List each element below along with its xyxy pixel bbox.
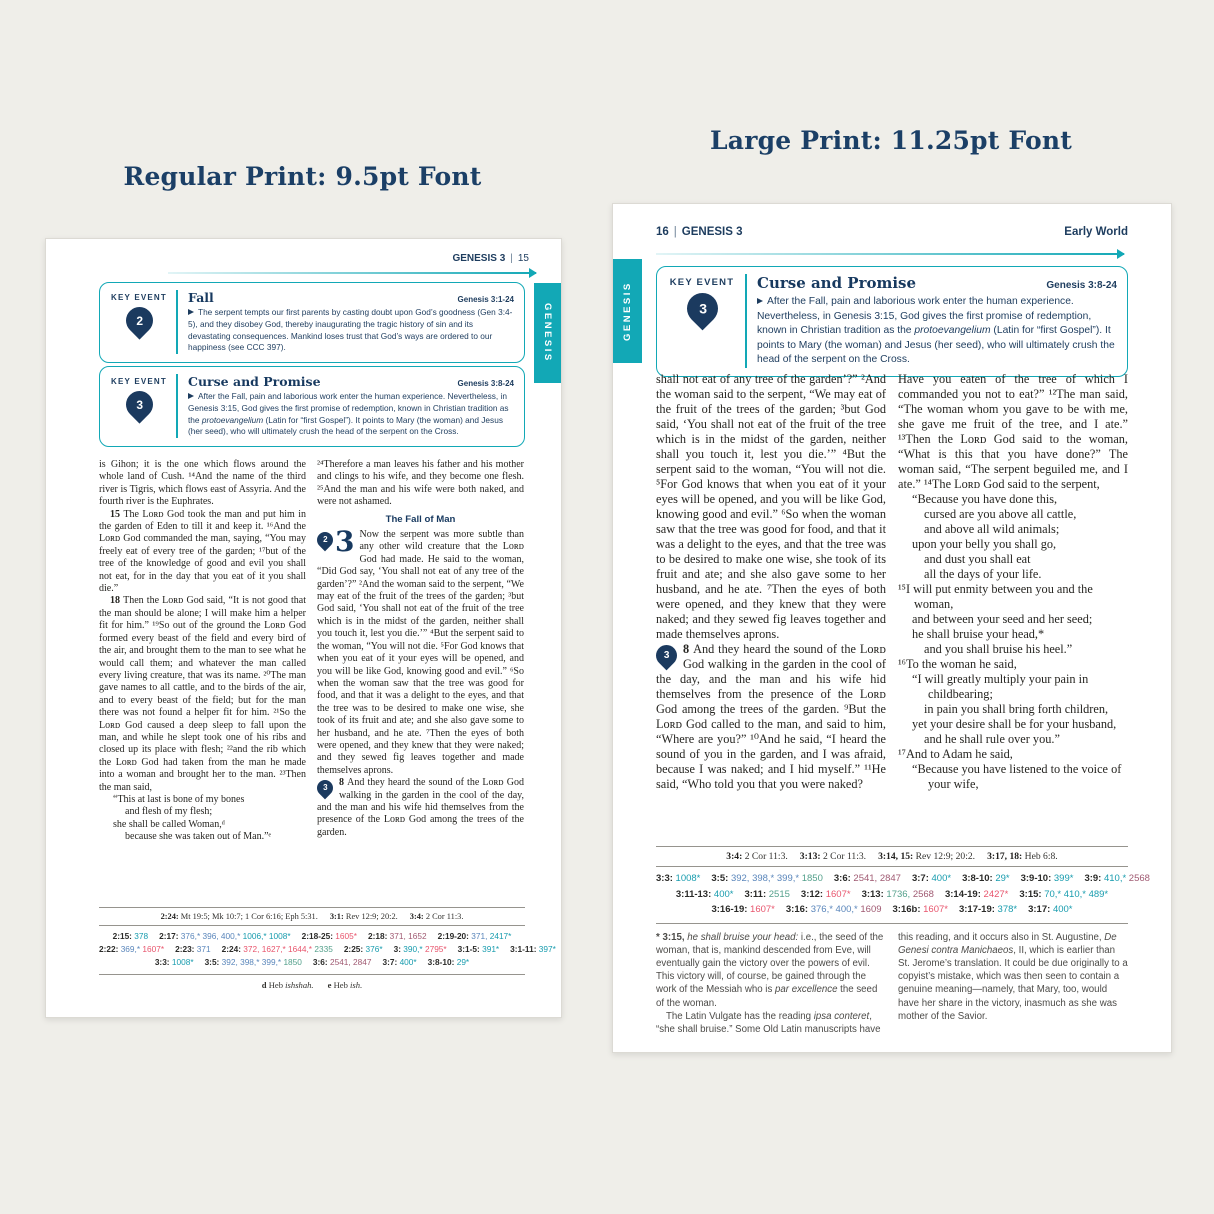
cross-reference-line bbox=[99, 908, 525, 925]
reference-apparatus bbox=[99, 907, 556, 995]
large-print-page bbox=[612, 203, 1172, 1053]
key-event-reference: Genesis 3:8-24 bbox=[1046, 280, 1117, 291]
footnote-column bbox=[898, 931, 1128, 1037]
ccc-reference: 3:17-19: 378* bbox=[958, 904, 1018, 915]
study-footnotes bbox=[656, 924, 1128, 1037]
poetry-line: and dust you shall eat bbox=[924, 552, 1031, 566]
poetry-line: he shall bruise your head,* bbox=[912, 627, 1045, 641]
timeline-arrow-icon bbox=[168, 272, 536, 274]
chapter-number: 3 bbox=[335, 525, 355, 559]
bible-paragraph: ¹⁷And to Adam he said, bbox=[898, 747, 1013, 761]
key-event-description: After the Fall, pain and laborious work enter the human experience. Nevertheless, in Genesis 3:15, God gives the first promise of redemption, known in Christian tradition as the protoevangelium (Latin for “first Gospel”). It points to Mary (the woman) and Jesus (her seed), who will ultimately crush the head of the serpent on the Cross. bbox=[188, 391, 509, 437]
poetry-line: in pain you shall bring forth children, bbox=[924, 702, 1109, 716]
cross-reference: 3:14, 15: Rev 12:9; 20:2. bbox=[878, 851, 976, 862]
poetry-line: upon your belly you shall go, bbox=[912, 537, 1057, 551]
key-event-pin-icon: 3 bbox=[656, 641, 681, 671]
verse-number: 8 bbox=[683, 642, 694, 656]
bible-paragraph: 15 The Lᴏʀᴅ God took the man and put him in the garden of Eden to till it and keep it. ¹⁶And the Lᴏʀᴅ God commanded the man, saying, “You may freely eat of every tree of the garden; ¹⁷but of the tree of the knowledge of good and evil you shall not eat, for in the day that you eat of it you shall die.” bbox=[99, 508, 306, 595]
ccc-reference-line bbox=[656, 887, 1128, 903]
ccc-reference-block bbox=[99, 926, 556, 974]
poetry-line: all the days of your life. bbox=[924, 567, 1042, 581]
ccc-reference: 3:16b: 1607* bbox=[892, 904, 948, 915]
scripture-column-right bbox=[898, 372, 1128, 846]
large-print-title: Large Print: 11.25pt Font bbox=[710, 126, 1072, 155]
poetry-line: “Because you have listened to the voice of your wife, bbox=[912, 762, 1122, 791]
verse-number: 15 bbox=[110, 508, 124, 520]
scripture-column-right bbox=[317, 459, 524, 907]
poetry-block bbox=[898, 672, 1128, 747]
ccc-reference: 3:8-10: 29* bbox=[962, 873, 1010, 884]
ccc-reference: 3:3: 1008* bbox=[656, 873, 701, 884]
key-event-box bbox=[99, 282, 525, 363]
ccc-reference-line bbox=[656, 902, 1128, 918]
arrow-bullet-icon bbox=[188, 309, 194, 315]
translation-footnotes: d Heb ishshah. e Heb ish. bbox=[261, 980, 363, 990]
running-head-page-number: 16 bbox=[656, 226, 669, 238]
bible-paragraph: 2 3 Now the serpent was more subtle than any other wild creature that the Lᴏʀᴅ God had made. He said to the woman, “Did God say, ‘You shall not eat of any tree of the garden’?” ²And the woman said to the serpent, “We may eat of the fruit of the trees of the garden; ³but God said, ‘You shall not eat of the fruit of the tree which is in the midst of the garden, neither shall you touch it, lest you die.’” ⁴But the serpent said to the woman, “You will not die. ⁵For God knows that when you eat of it your eyes will be opened, and you will be like God, knowing good and evil.” ⁶So when the woman saw that the tree was good for food, and that it was a delight to the eyes, and that the tree was to be desired to make one wise, she took of its fruit and ate; and she also gave some to her husband, and he ate. ⁷Then the eyes of both were opened, and they knew that they were naked; and they sewed fig leaves together and made themselves aprons. bbox=[317, 529, 524, 777]
ccc-reference: 3:14-19: 2427* bbox=[944, 888, 1009, 900]
key-event-title: Curse and Promise bbox=[188, 374, 321, 390]
bible-paragraph: 3 8 And they heard the sound of the Lᴏʀᴅ God walking in the garden in the cool of the day, and the man and his wife hid themselves from the presence of the Lᴏʀᴅ God among the trees of the garden. bbox=[317, 777, 524, 839]
arrow-bullet-icon bbox=[757, 298, 763, 304]
ccc-reference: 3: 390,* 2795* bbox=[393, 944, 447, 954]
arrow-bullet-icon bbox=[188, 393, 194, 399]
running-head-separator: | bbox=[673, 226, 677, 238]
poetry-line: she shall be called Woman,ᵈ bbox=[113, 818, 225, 830]
key-event-reference: Genesis 3:1-24 bbox=[457, 295, 514, 304]
ccc-reference: 3:7: 400* bbox=[911, 873, 952, 884]
chapter-opening bbox=[317, 525, 355, 559]
running-head bbox=[656, 226, 1128, 238]
bible-paragraph: Have you eaten of the tree of which I commanded you not to eat?” ¹²The man said, “The woman whom you gave to be with me, she gave me fruit of the tree, and I ate.” ¹³Then the Lᴏʀᴅ God said to the woman, “What is this that you have done?” The woman said, “The serpent beguiled me, and I ate.” ¹⁴The Lᴏʀᴅ God said to the serpent, bbox=[898, 372, 1128, 491]
ccc-reference: 3:13: 1736, 2568 bbox=[861, 888, 934, 900]
footnote-column bbox=[656, 931, 886, 1037]
poetry-line: “Because you have done this, bbox=[912, 492, 1058, 506]
poetry-block bbox=[99, 794, 306, 844]
bible-paragraph: 3 8 And they heard the sound of the Lᴏʀᴅ God walking in the garden in the cool of the day, and the man and his wife hid themselves from the presence of the Lᴏʀᴅ God among the trees of the garden. ⁹But the Lᴏʀᴅ God called to the man, and said to him, “Where are you?” ¹⁰And he said, “I heard the sound of you in the garden, and I was afraid, because I was naked; and I hid myself.” ¹¹He said, “Who told you that you were naked? bbox=[656, 642, 886, 792]
poetry-line: and above all wild animals; bbox=[924, 522, 1060, 536]
ccc-reference: 3:3: 1008* bbox=[154, 957, 194, 967]
poetry-line: because she was taken out of Man.”ᵉ bbox=[125, 831, 272, 843]
bible-paragraph: ²⁴Therefore a man leaves his father and his mother and clings to his wife, and they become one flesh. ²⁵And the man and his wife were both naked, and were not ashamed. bbox=[317, 459, 524, 508]
footnote-paragraph: * 3:15, he shall bruise your head: i.e., the seed of the woman, that is, mankind descended from Eve, will eventually gain the victory over the powers of evil. This victory will, of course, be gained through the work of the Messiah who is par excellence the seed of the woman. bbox=[656, 931, 884, 1009]
key-event-title: Curse and Promise bbox=[757, 274, 917, 292]
ccc-reference: 3:9-10: 399* bbox=[1020, 873, 1074, 884]
poetry-line: and between your seed and her seed; bbox=[912, 612, 1093, 626]
ccc-reference: 2:18-25: 1605* bbox=[301, 931, 357, 941]
section-heading: The Fall of Man bbox=[385, 513, 456, 525]
ccc-reference: 2:17: 376,* 396, 400,* 1006,* 1008* bbox=[159, 931, 291, 941]
ccc-reference: 3:8-10: 29* bbox=[427, 957, 470, 967]
poetry-line: yet your desire shall be for your husband, bbox=[912, 717, 1117, 731]
key-event-pin-icon: 3 bbox=[680, 287, 724, 331]
ccc-reference: 3:12: 1607* bbox=[800, 888, 851, 900]
key-event-label: KEY EVENT bbox=[111, 293, 167, 302]
reference-apparatus bbox=[656, 846, 1150, 1036]
poetry-line: “This at last is bone of my bones bbox=[113, 793, 245, 805]
running-head-book: GENESIS 3 bbox=[452, 253, 506, 264]
cross-reference: 2:24: Mt 19:5; Mk 10:7; 1 Cor 6:16; Eph 5:31. bbox=[160, 912, 318, 921]
scripture-column-left bbox=[99, 459, 306, 907]
cross-reference: 3:4: 2 Cor 11:3. bbox=[726, 851, 788, 862]
running-head-book: GENESIS 3 bbox=[681, 226, 743, 238]
ccc-reference: 2:18: 371, 1652 bbox=[367, 931, 427, 941]
key-events-section bbox=[656, 266, 1128, 380]
poetry-line: cursed are you above all cattle, bbox=[924, 507, 1077, 521]
bible-paragraph: shall not eat of any tree of the garden’?” ²And the woman said to the serpent, “We may eat of the fruit of the trees of the garden; ³but God said, ‘You shall not eat of the fruit of the tree which is in the midst of the garden, neither shall you touch it, lest you die.’” ⁴But the serpent said to the woman, “You will not die. ⁵For God knows that when you eat of it your eyes will be opened, and you will be like God, knowing good and evil.” ⁶So when the woman saw that the tree was good for food, and that it was a delight to the eyes, and that the tree was to be desired to make one wise, she took of its fruit and ate; and she also gave some to her husband, and he ate. ⁷Then the eyes of both were opened, and they knew that they were naked; and they sewed fig leaves together and made themselves aprons. bbox=[656, 372, 886, 641]
ccc-reference: 3:11-13: 400* bbox=[675, 888, 734, 900]
cross-reference: 3:13: 2 Cor 11:3. bbox=[799, 851, 867, 862]
regular-print-title: Regular Print: 9.5pt Font bbox=[123, 162, 482, 191]
verse-number: 8 bbox=[339, 777, 348, 789]
ccc-reference: 3:1-11: 397* bbox=[510, 944, 556, 954]
cross-reference: 3:4: 2 Cor 11:3. bbox=[409, 912, 464, 921]
verse-pin-wrap bbox=[656, 643, 679, 666]
ccc-reference: 3:17: 400* bbox=[1028, 904, 1073, 915]
key-event-label: KEY EVENT bbox=[111, 377, 167, 387]
key-event-reference: Genesis 3:8-24 bbox=[457, 379, 514, 389]
running-head-left bbox=[656, 226, 743, 238]
scripture-column-left bbox=[656, 372, 886, 846]
ccc-reference: 3:7: 400* bbox=[382, 957, 417, 967]
ccc-reference: 3:6: 2541, 2847 bbox=[312, 957, 372, 967]
ccc-reference: 3:16-19: 1607* bbox=[711, 904, 775, 915]
scripture-columns bbox=[656, 372, 1128, 846]
ccc-reference: 3:9: 410,* 2568 bbox=[1084, 873, 1150, 884]
cross-reference: 3:1: Rev 12:9; 20:2. bbox=[329, 912, 398, 921]
poetry-line: “I will greatly multiply your pain in childbearing; bbox=[912, 672, 1089, 701]
running-head-separator: | bbox=[510, 253, 513, 264]
ccc-reference: 3:5: 392, 398,* 399,* 1850 bbox=[711, 873, 823, 884]
key-event-box bbox=[656, 266, 1128, 377]
ccc-reference: 2:25: 376* bbox=[343, 944, 383, 954]
ccc-reference: 2:23: 371 bbox=[175, 944, 211, 954]
cross-reference-line bbox=[656, 847, 1128, 866]
ccc-reference-line bbox=[656, 871, 1150, 887]
footnote-paragraph: this reading, and it occurs also in St. Augustine, De Genesi contra Manichaeos, II, which is earlier than St. Jerome’s translation. It could be due originally to a copyist’s mistake, which was then seen to contain a genuine meaning—namely, that Mary, too, would have her share in the victory, inasmuch as she was mother of the Savior. bbox=[898, 931, 1128, 1022]
poetry-line: ¹⁵I will put enmity between you and the woman, bbox=[898, 582, 1093, 611]
ccc-reference-line bbox=[99, 930, 525, 943]
scripture-columns bbox=[99, 459, 524, 907]
ccc-reference: 3:15: 70,* 410,* 489* bbox=[1019, 888, 1109, 900]
ccc-reference-block bbox=[656, 867, 1150, 923]
ccc-reference: 2:24: 372, 1627,* 1644,* 2335 bbox=[221, 944, 333, 954]
ccc-reference: 3:6: 2541, 2847 bbox=[833, 873, 901, 884]
ccc-reference: 3:1-5: 391* bbox=[457, 944, 500, 954]
key-event-pin-icon: 2 bbox=[317, 529, 336, 552]
key-event-pin-icon: 3 bbox=[120, 386, 158, 424]
poetry-line: and you shall bruise his heel.” bbox=[924, 642, 1073, 656]
running-head-page-number: 15 bbox=[517, 253, 529, 264]
key-event-title: Fall bbox=[188, 290, 214, 305]
ccc-reference: 3:11: 2515 bbox=[744, 888, 790, 900]
verse-number: 18 bbox=[110, 595, 124, 607]
key-event-description: The serpent tempts our first parents by casting doubt upon God’s goodness (Gen 3:4-5), and they disobey God, thereby inaugurating the tragic history of sin and its devastating consequences. Mankind loses trust that God’s ways are ordered to our happiness (see CCC 397). bbox=[188, 307, 513, 353]
regular-print-page bbox=[45, 238, 562, 1018]
key-event-pin-icon: 3 bbox=[317, 777, 336, 800]
running-head-section: Early World bbox=[1064, 226, 1128, 238]
key-event-pin-icon: 2 bbox=[120, 301, 158, 339]
genesis-thumb-tab: GENESIS bbox=[534, 283, 561, 383]
key-events-section bbox=[99, 282, 525, 450]
key-event-description: After the Fall, pain and laborious work enter the human experience. Nevertheless, in Genesis 3:15, God gives the first promise of redemption, known in Christian tradition as the protoevangelium (Latin for “first Gospel”). It points to Mary (the woman) and Jesus (her seed), who will ultimately crush the head of the serpent on the Cross. bbox=[757, 296, 1115, 366]
ccc-reference: 2:19-20: 371, 2417* bbox=[437, 931, 512, 941]
bible-paragraph: 18 Then the Lᴏʀᴅ God said, “It is not good that the man should be alone; I will make him a helper fit for him.” ¹⁹So out of the ground the Lᴏʀᴅ God formed every beast of the field and every bird of the air, and brought them to the man to see what he would call them; and whatever the man called every living creature, that was its name. ²⁰The man gave names to all cattle, and to the birds of the air, and to every beast of the field; but for the man there was not found a helper fit for him. ²¹So the Lᴏʀᴅ God caused a deep sleep to fall upon the man, and while he slept took one of his ribs and closed up its place with flesh; ²²and the rib which the Lᴏʀᴅ God had taken from the man he made into a woman and brought her to the man. ²³Then the man said, bbox=[99, 595, 306, 793]
timeline-arrow-icon bbox=[656, 253, 1124, 255]
cross-reference: 3:17, 18: Heb 6:8. bbox=[987, 851, 1058, 862]
ccc-reference: 3:16: 376,* 400,* 1609 bbox=[785, 904, 882, 915]
running-head bbox=[452, 253, 529, 264]
footnote-paragraph: The Latin Vulgate has the reading ipsa conteret, “she shall bruise.” Some Old Latin manuscripts have bbox=[656, 1010, 881, 1035]
bible-paragraph: is Gihon; it is the one which flows around the whole land of Cush. ¹⁴And the name of the third river is Tigris, which flows east of Assyria. And the fourth river is the Euphrates. bbox=[99, 459, 306, 508]
genesis-thumb-tab: GENESIS bbox=[613, 259, 642, 363]
ccc-reference-line bbox=[99, 956, 525, 969]
ccc-reference: 3:5: 392, 398,* 399,* 1850 bbox=[204, 957, 302, 967]
verse-pin-wrap bbox=[317, 778, 335, 796]
bible-paragraph: ¹⁶To the woman he said, bbox=[898, 657, 1017, 671]
poetry-block bbox=[898, 492, 1128, 657]
key-event-label: KEY EVENT bbox=[669, 277, 735, 288]
ccc-reference-line bbox=[99, 943, 556, 956]
ccc-reference: 2:22: 369,* 1607* bbox=[99, 944, 165, 954]
poetry-block bbox=[898, 762, 1128, 792]
poetry-line: and flesh of my flesh; bbox=[125, 806, 213, 818]
poetry-line: and he shall rule over you.” bbox=[924, 732, 1060, 746]
key-event-box bbox=[99, 366, 525, 447]
ccc-reference: 2:15: 378 bbox=[112, 931, 149, 941]
